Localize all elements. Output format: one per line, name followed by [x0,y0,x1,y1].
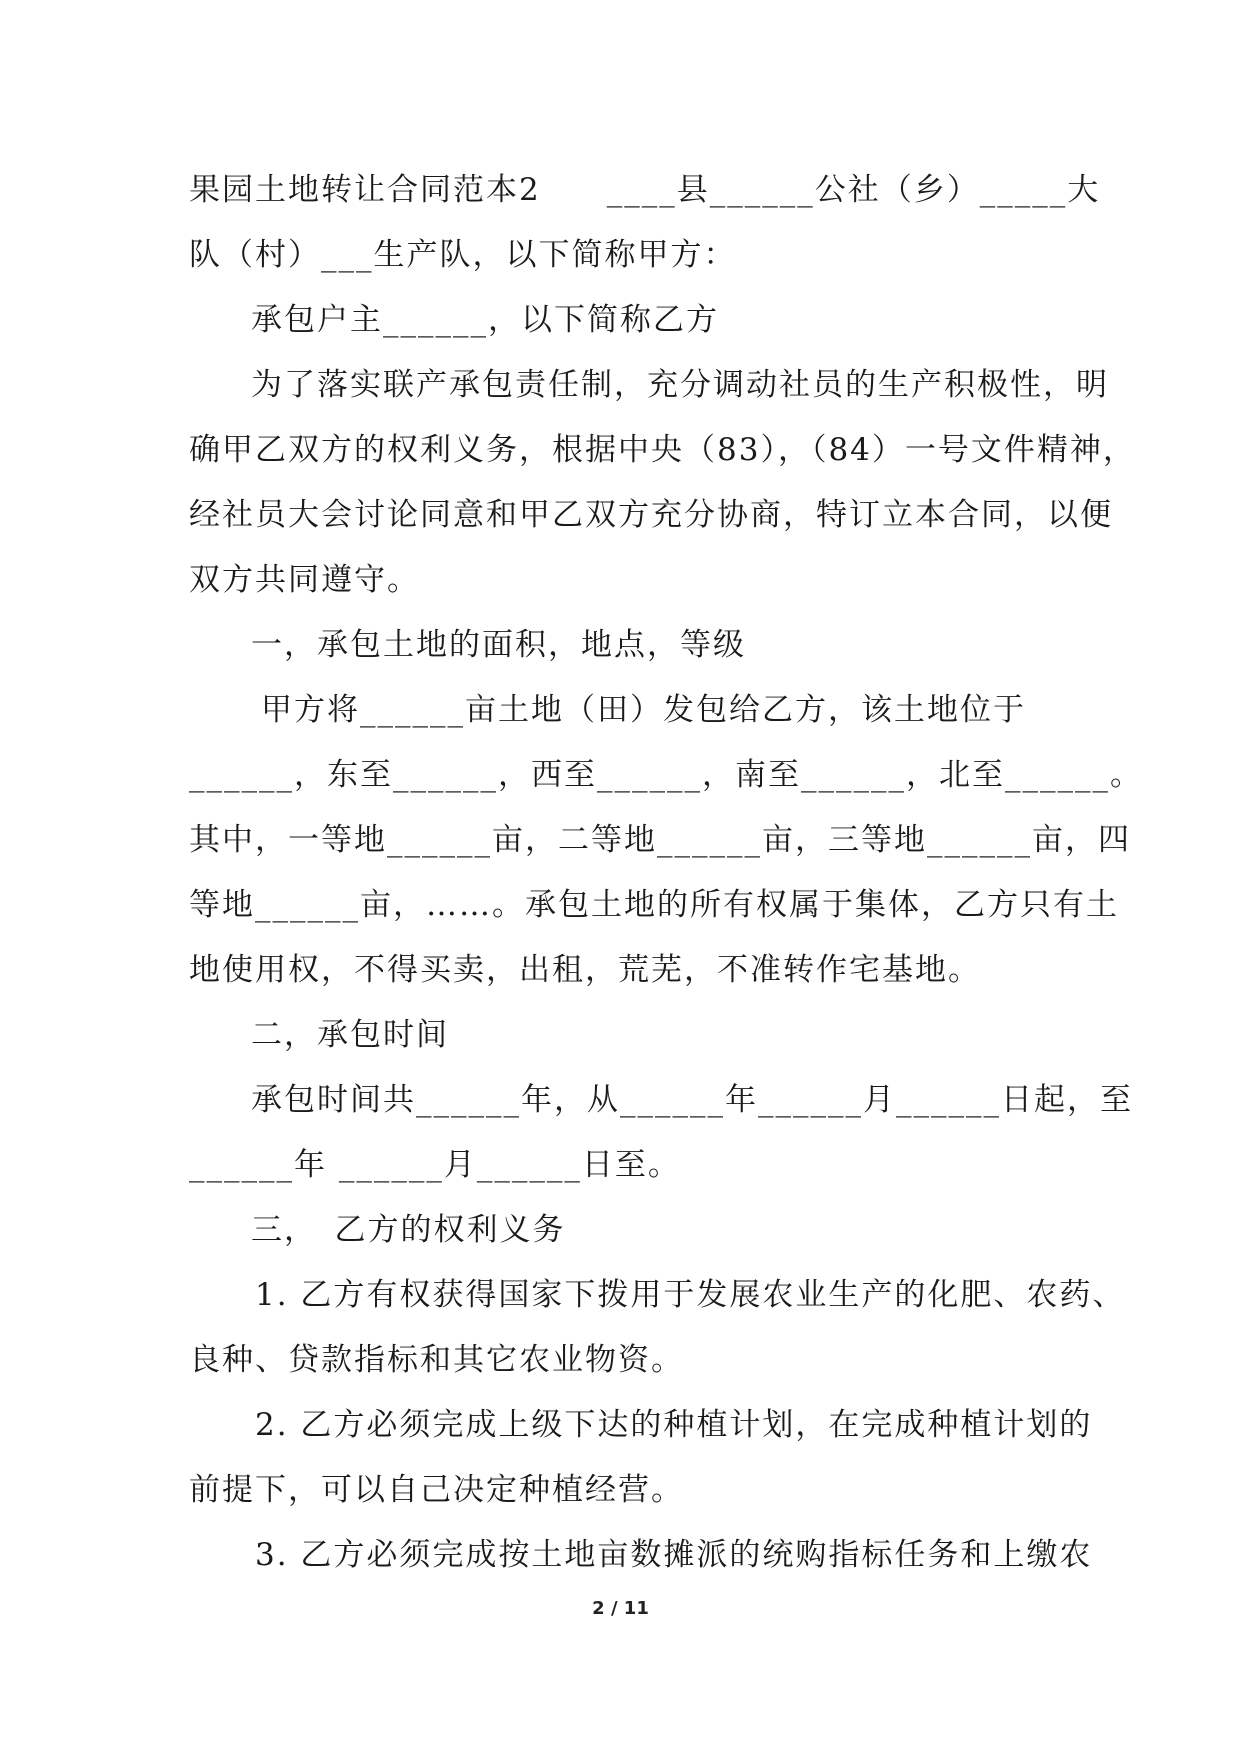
section-heading: 一，承包土地的面积，地点，等级 [251,627,746,663]
section-heading: 二，承包时间 [251,1017,449,1053]
text-line: 为了落实联产承包责任制，充分调动社员的生产积极性，明 [251,367,1109,403]
text-line: 其中，一等地______亩，二等地______亩，三等地______亩，四 [189,822,1131,858]
text-line: 队（村）___生产队，以下简称甲方： [189,237,737,273]
text-line: 承包时间共______年，从______年______月______日起，至 [251,1082,1133,1118]
text-line: 3. 乙方必须完成按土地亩数摊派的统购指标任务和上缴农 [255,1537,1093,1573]
text-line: 确甲乙双方的权利义务，根据中央（83），（84）一号文件精神， [189,432,1136,468]
text-line: 甲方将______亩土地（田）发包给乙方，该土地位于 [261,692,1026,728]
text-line: 地使用权，不得买卖，出租，荒芜，不准转作宅基地。 [189,952,981,988]
contract-body [189,158,1143,1588]
text-line: 双方共同遵守。 [189,562,420,598]
text-line: 1. 乙方有权获得国家下拨用于发展农业生产的化肥、农药、 [255,1277,1126,1313]
text-line: 2. 乙方必须完成上级下达的种植计划，在完成种植计划的 [255,1407,1093,1443]
text-line: 果园土地转让合同范本2 ____县______公社（乡）_____大 [189,172,1101,208]
section-heading: 三， 乙方的权利义务 [251,1212,566,1248]
page-number: 2 / 11 [592,1598,649,1619]
text-line: ______年 ______月______日至。 [189,1147,681,1183]
text-line: ______，东至______，西至______，南至______，北至______。 [189,757,1143,793]
text-line: 前提下，可以自己决定种植经营。 [189,1472,684,1508]
text-line: 承包户主______，以下简称乙方 [251,302,719,338]
text-line: 经社员大会讨论同意和甲乙双方充分协商，特订立本合同，以便 [189,497,1113,533]
text-line: 良种、贷款指标和其它农业物资。 [189,1342,684,1378]
text-line: 等地______亩，……。承包土地的所有权属于集体，乙方只有土 [189,887,1119,923]
